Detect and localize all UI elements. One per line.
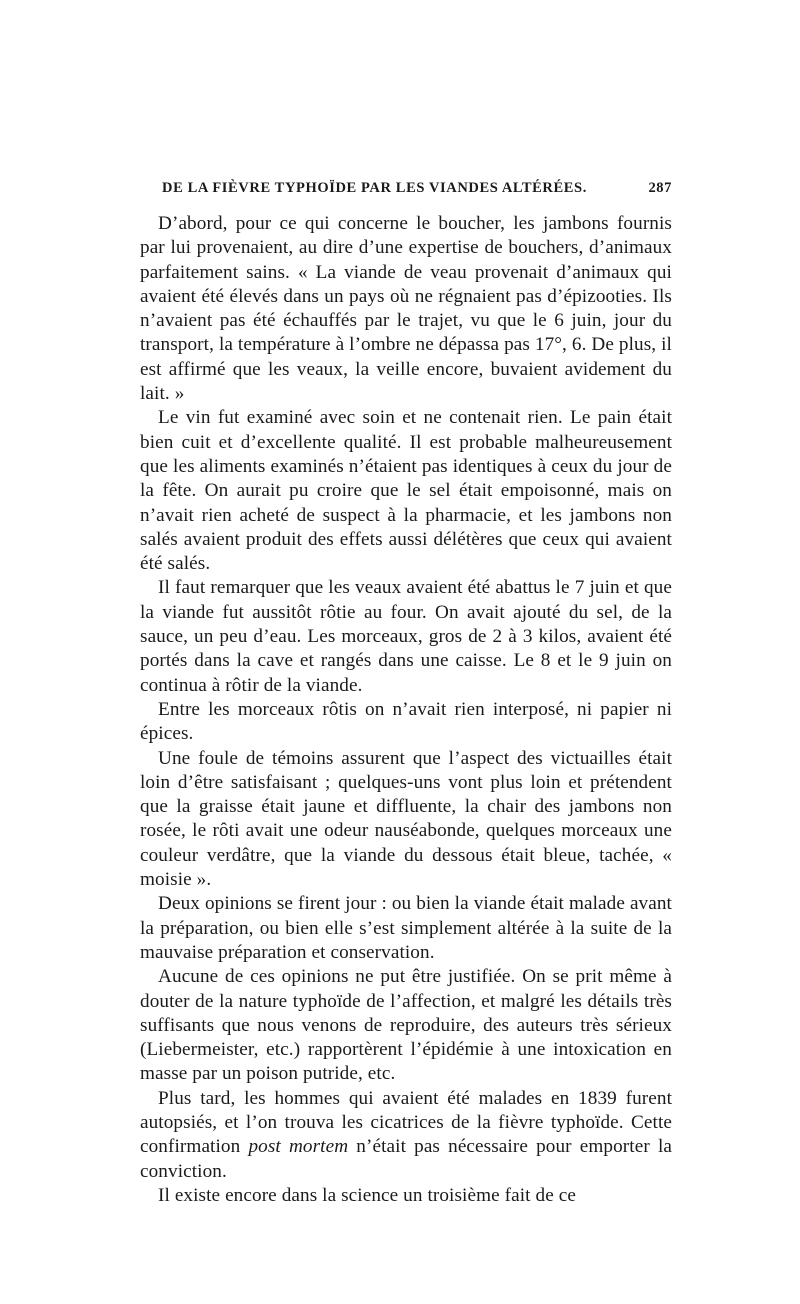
running-header: [140, 180, 672, 204]
paragraph: Le vin fut examiné avec soin et ne contenait rien. Le pain était bien cuit et d’excellente qualité. Il est probable malheureusement que les aliments examinés n’étaient pas identiques à ceux du jour de la fête. On aurait pu croire que le sel était empoisonné, mais on n’avait rien acheté de suspect à la pharmacie, et les jambons non salés avaient produit des effets aussi délétères que ceux qui avaient été salés.: [140, 407, 672, 575]
paragraph: Aucune de ces opinions ne put être justifiée. On se prit même à douter de la nature typhoïde de l’affection, et malgré les détails très suffisants que nous venons de reproduire, des auteurs très sérieux (Liebermeister, etc.) rapportèrent l’épidémie à une intoxication en masse par un poison putride, etc.: [140, 966, 672, 1085]
page-number: 287: [648, 180, 672, 196]
paragraph: Entre les morceaux rôtis on n’avait rien interposé, ni papier ni épices.: [140, 698, 672, 745]
paragraph: [140, 1087, 672, 1184]
paragraph-text: Plus tard, les hommes qui avaient été malades en 1839 furent autopsiés, et l’on trouva les cicatrices de la fièvre typhoïde. Cette confirmation: [140, 1087, 672, 1158]
paragraph-text: n’était pas nécessaire pour emporter la conviction.: [140, 1136, 672, 1182]
book-page: [140, 180, 672, 1208]
paragraph: Il existe encore dans la science un troisième fait de ce: [158, 1184, 576, 1206]
paragraph: Deux opinions se firent jour : ou bien la viande était malade avant la préparation, ou bien elle s’est simplement altérée à la suite de la mauvaise préparation et conservation.: [140, 893, 672, 963]
paragraph: Il faut remarquer que les veaux avaient été abattus le 7 juin et que la viande fut aussitôt rôtie au four. On avait ajouté du sel, de la sauce, un peu d’eau. Les morceaux, gros de 2 à 3 kilos, avaient été portés dans la cave et rangés dans une caisse. Le 8 et le 9 juin on continua à rôtir de la viande.: [140, 577, 672, 696]
paragraph: D’abord, pour ce qui concerne le boucher, les jambons fournis par lui provenaient, au dire d’une expertise de bouchers, d’animaux parfaitement sains. « La viande de veau provenait d’animaux qui avaient été élevés dans un pays où ne régnaient pas d’épizooties. Ils n’avaient pas été échauffés par le trajet, vu que le 6 juin, jour du transport, la température à l’ombre ne dépassa pas 17°, 6. De plus, il est affirmé que les veaux, la veille encore, buvaient avidement du lait. »: [140, 213, 672, 405]
paragraph: Une foule de témoins assurent que l’aspect des victuailles était loin d’être satisfaisant ; quelques-uns vont plus loin et prétendent que la graisse était jaune et diffluente, la chair des jambons non rosée, le rôti avait une odeur nauséabonde, quelques morceaux une couleur verdâtre, que la viande du dessous était bleue, tachée, « moisie ».: [140, 747, 672, 891]
body-text: [140, 212, 672, 1208]
italic-phrase: post mortem: [248, 1136, 349, 1158]
running-title: DE LA FIÈVRE TYPHOÏDE PAR LES VIANDES ALTÉRÉES.: [162, 180, 587, 196]
